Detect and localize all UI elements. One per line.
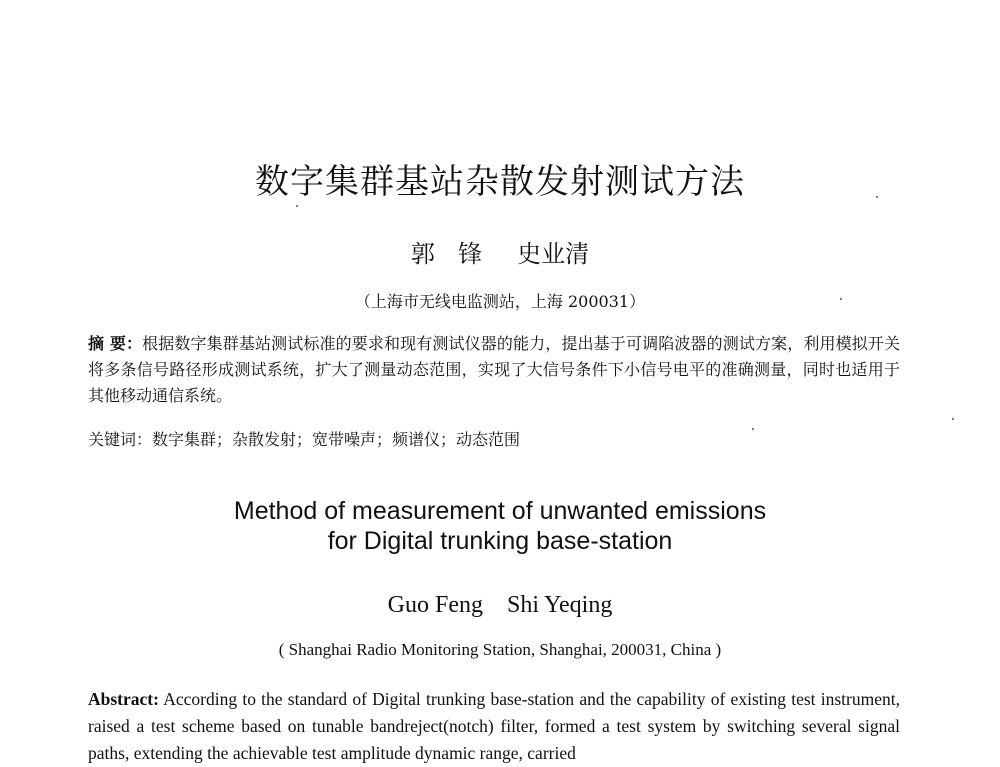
chinese-keywords-label: 关键词： [88,430,153,449]
english-affiliation: ( Shanghai Radio Monitoring Station, Shanghai, 200031, China ) [278,640,722,659]
scan-speck [752,428,754,430]
english-abstract-label: Abstract: [88,689,159,709]
chinese-abstract-text: 根据数字集群基站测试标准的要求和现有测试仪器的能力，提出基于可调陷波器的测试方案，利用模拟开关将多条信号路径形成测试系统，扩大了测量动态范围，实现了大信号条件下小信号电平的准确测量，同时也适用于其他移动通信系统。 [88,334,900,405]
chinese-keywords [88,428,900,452]
english-abstract [88,686,900,767]
english-abstract-text: According to the standard of Digital trunking base-station and the capability of existing test instrument, raised a test scheme based on tunable bandreject(notch) filter, formed a test system by switching several signal paths, extending the achievable test amplitude dynamic range, carried [88,689,900,763]
english-authors: Guo Feng Shi Yeqing [387,592,613,618]
chinese-title: 数字集群基站杂散发射测试方法 [255,162,745,202]
english-title-line-2: for Digital trunking base-station [327,527,673,555]
scan-speck [876,196,878,198]
scan-speck [296,205,298,207]
chinese-authors: 郭 锋 史业清 [410,240,590,268]
english-title [0,496,1000,556]
scan-speck [952,418,954,420]
scan-speck [840,298,842,300]
chinese-abstract-label: 摘 要： [88,334,143,353]
chinese-keywords-text: 数字集群；杂散发射；宽带噪声；频谱仪；动态范围 [152,430,521,449]
english-title-line-1: Method of measurement of unwanted emissions [233,497,767,525]
chinese-abstract [88,331,900,409]
chinese-affiliation: （上海市无线电监测站，上海 200031） [354,292,646,311]
